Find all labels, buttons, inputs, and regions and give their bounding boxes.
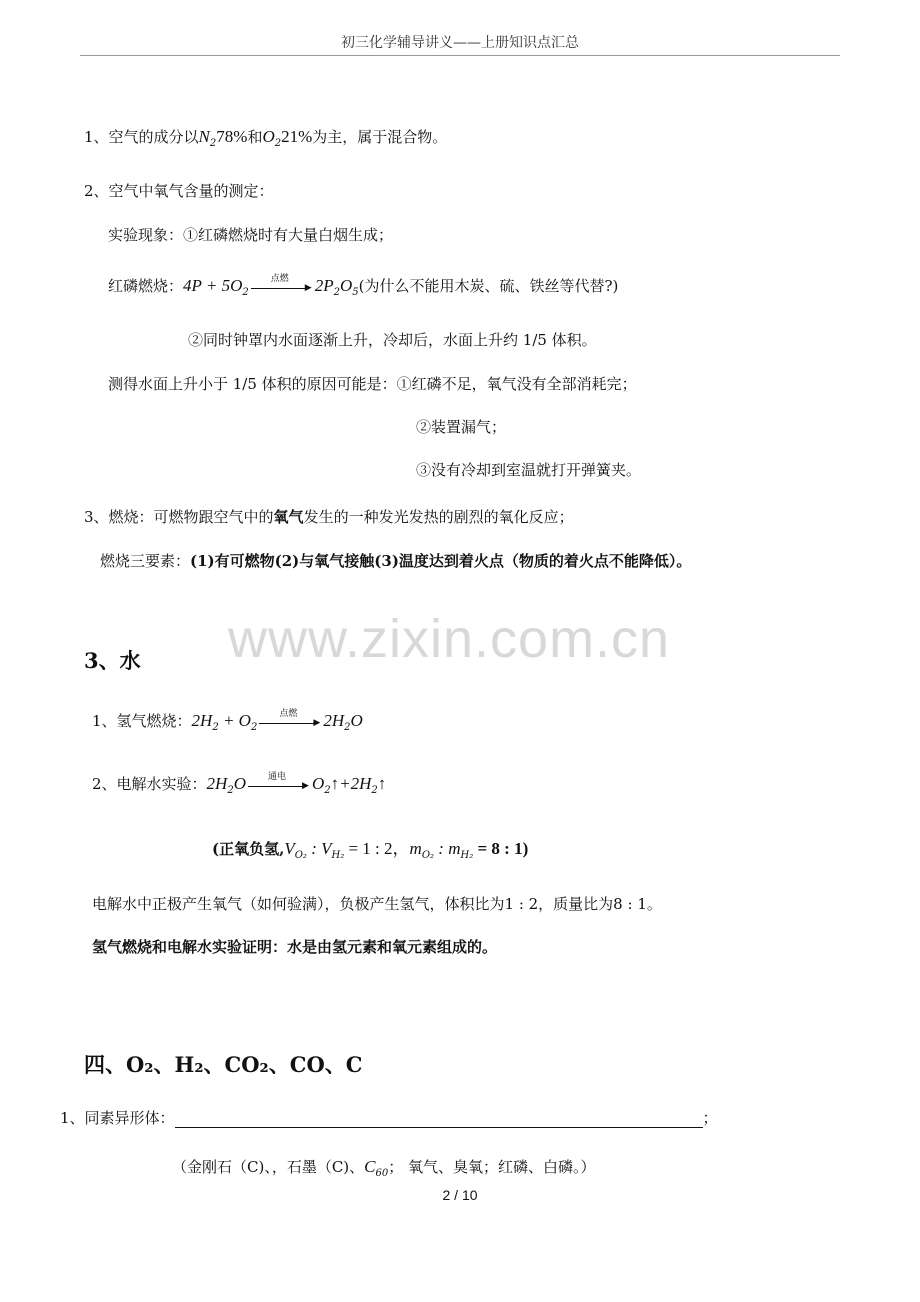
reaction-arrow: 点燃 ▶ [251,280,313,294]
hydrogen-combustion-equation: 1、氢气燃烧：$2H_2 + O_2$ 点燃 ▶ $2H_2O$ [92,709,363,733]
allotrope-examples: （金刚石（C)、，石墨（C)、$C_{60}$； 氧气、臭氧；红磷、白磷。） [172,1157,596,1179]
red-phosphorus-equation: 红磷燃烧：$4P + 5O_2$ 点燃 ▶ $2P_2O_5$(为什么不能用木炭、硫、铁丝等代替?) [108,274,619,298]
electrolysis-summary: 电解水中正极产生氧气（如何验满），负极产生氢气，体积比为1 : 2，质量比为8 : 1。 [92,895,662,913]
page-number: 2 / 10 [442,1187,478,1203]
fill-in-blank[interactable] [175,1113,703,1128]
combustion-elements: 燃烧三要素：(1)有可燃物(2)与氧气接触(3)温度达到着火点（物质的着火点不能降低）。 [100,552,692,570]
electrolysis-ratio: (正氧负氢$,V_{O_2}$ : $V_{H_2} = 1$ : 2，$m_{O_2}$ : $m_{H_2} = 8$ : 1) [212,839,529,861]
phenomenon-1: 实验现象：①红磷燃烧时有大量白烟生成； [108,226,394,244]
reaction-arrow: 通电 ▶ [248,778,310,792]
section-heading-4: 四、O₂、H₂、CO₂、CO、C [84,1052,363,1077]
reason-intro: 测得水面上升小于 1/5 体积的原因可能是：①红磷不足，氧气没有全部消耗完； [108,375,637,393]
watermark: www.zixin.com.cn [228,609,671,669]
reaction-arrow: 点燃 ▶ [259,715,321,729]
electrolysis-equation: 2、电解水实验：$2H_2O$ 通电 ▶ $O_2↑+2H_2↑$ [92,772,387,796]
air-item-2-title: 2、空气中氧气含量的测定： [84,182,274,200]
phenomenon-2: ②同时钟罩内水面逐渐上升，冷却后，水面上升约 1/5 体积。 [188,331,597,349]
page-header: 初三化学辅导讲义——上册知识点汇总 [341,35,579,51]
air-item-1: 1、空气的成分以$N_278\%$和$O_221\%$为主，属于混合物。 [84,127,448,149]
reason-3: ③没有冷却到室温就打开弹簧夹。 [416,461,642,479]
header-rule [80,55,840,56]
reason-2: ②装置漏气； [416,418,507,436]
water-conclusion: 氢气燃烧和电解水实验证明：水是由氢元素和氧元素组成的。 [92,938,498,956]
allotrope-line: 1、同素异形体： ； [60,1109,718,1127]
combustion-definition: 3、燃烧：可燃物跟空气中的氧气发生的一种发光发热的剧烈的氧化反应； [84,508,574,526]
section-heading-water: 3、水 [84,648,141,673]
